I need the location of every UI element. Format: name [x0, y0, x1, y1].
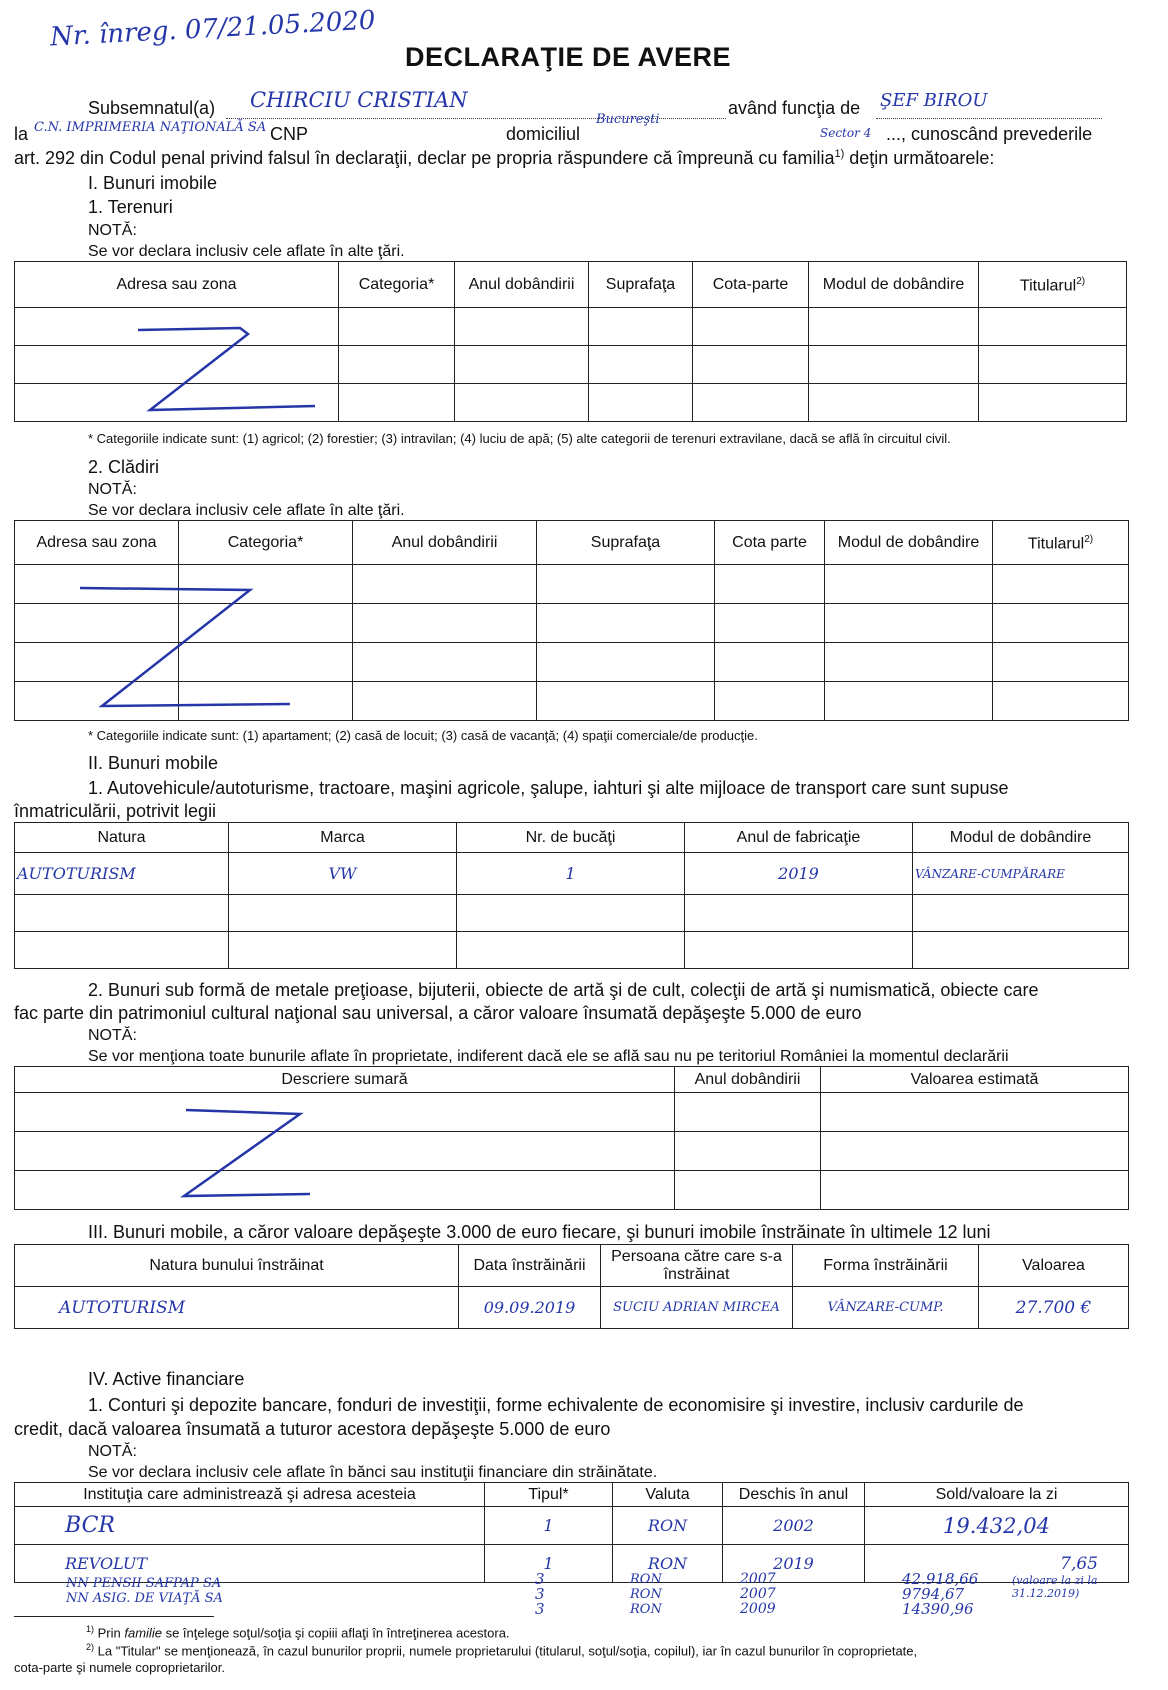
- registration-number: Nr. înreg. 07/21.05.2020: [49, 5, 377, 53]
- account-tip: 3: [535, 1600, 545, 1618]
- footnote-2: [86, 1642, 917, 1658]
- table-row: [15, 1507, 1129, 1545]
- section-4-1-heading-cont: credit, dacă valoarea însumată a tuturor acestora depăşeşte 5.000 de euro: [14, 1419, 611, 1439]
- col-tipul: Tipul*: [485, 1483, 613, 1507]
- cunoscand-text: ..., cunoscând prevederile: [886, 124, 1093, 144]
- sector-value: Sector 4: [820, 126, 872, 140]
- terenuri-footnote: * Categoriile indicate sunt: (1) agricol; (2) forestier; (3) intravilan; (4) luciu de apă; (5) alte categorii de terenuri extravilane, dacă se află în circuitul civil.: [88, 431, 951, 446]
- footnote-1-em: familie: [124, 1625, 162, 1641]
- table-row: [15, 932, 1129, 969]
- account-valuta: RON: [613, 1545, 723, 1583]
- col-modul-dobandire: Modul de dobândire: [913, 823, 1129, 853]
- account-sold: 14390,96: [902, 1600, 974, 1618]
- account-institution: BCR: [15, 1507, 485, 1545]
- section-2-1-heading-cont: înmatriculării, potrivit legii: [14, 801, 217, 821]
- intro-line-3-end: deţin următoarele:: [849, 148, 995, 168]
- vehicles-table: [14, 822, 1129, 969]
- alienated-valoarea: 27.700 €: [979, 1287, 1129, 1329]
- col-adresa: Adresa sau zona: [15, 262, 339, 308]
- footnote-2-cont: cota-parte şi numele coproprietarilor.: [14, 1660, 225, 1675]
- col-data-instrainarii: Data înstrăinării: [459, 1245, 601, 1287]
- alienated-table: [14, 1244, 1129, 1329]
- account-an-extra: [740, 1572, 776, 1617]
- accounts-table: [14, 1482, 1129, 1583]
- account-valuta-extra: [630, 1572, 662, 1617]
- col-persoana: Persoana către care s-a înstrăinat: [601, 1245, 793, 1287]
- col-titular-label: Titularul: [1019, 277, 1077, 295]
- section-4-heading: IV. Active financiare: [88, 1369, 245, 1389]
- account-sold-extra: [902, 1572, 978, 1617]
- col-anul: Anul dobândirii: [353, 521, 537, 565]
- section-2-2-heading: 2. Bunuri sub formă de metale preţioase, bijuterii, obiecte de artă şi de cult, colecţii de artă şi numismatică, obiecte care: [88, 980, 1039, 1000]
- section-2-1-heading: 1. Autovehicule/autoturisme, tractoare, maşini agricole, şalupe, iahturi şi alte mijloace de transport care sunt supuse: [88, 778, 1009, 798]
- vehicle-an: 2019: [685, 853, 913, 895]
- account-valuta: RON: [630, 1587, 662, 1602]
- col-an-fabricatie: Anul de fabricaţie: [685, 823, 913, 853]
- col-valuta: Valuta: [613, 1483, 723, 1507]
- footnote-2-text: La "Titular" se menţionează, în cazul bunurilor proprii, numele proprietarului (titularul, soţul/soţia, copilul), iar în cazul bunurilor în coproprietate,: [97, 1643, 918, 1659]
- intro-line-3: [14, 148, 994, 169]
- account-valuta: RON: [630, 1572, 662, 1587]
- nota-text: Se vor declara inclusiv cele aflate în bănci sau instituţii financiare din străinătate.: [88, 1464, 658, 1481]
- footnote-1-marker: 1): [86, 1624, 95, 1634]
- section-4-1-heading: 1. Conturi şi depozite bancare, fonduri de investiţii, forme echivalente de economisire şi investire, inclusiv cardurile de: [88, 1395, 1024, 1415]
- account-tip-extra: [535, 1572, 545, 1617]
- col-anul: Anul dobândirii: [675, 1067, 821, 1093]
- intro-line-3-text: art. 292 din Codul penal privind falsul în declaraţii, declar pe propria răspundere că împreună cu familia: [14, 148, 835, 168]
- sold-side-note: (valoare la zi la 31.12.2019): [1012, 1574, 1098, 1600]
- col-categoria: Categoria*: [339, 262, 455, 308]
- col-nr-bucati: Nr. de bucăţi: [457, 823, 685, 853]
- col-titular: [979, 262, 1127, 308]
- account-institution-extra: NN ASIG. DE VIAŢĂ SA: [66, 1591, 223, 1606]
- table-row: [15, 1287, 1129, 1329]
- col-suprafata: Suprafaţa: [589, 262, 693, 308]
- functia-label: având funcţia de: [728, 98, 861, 118]
- account-tip: 3: [535, 1570, 545, 1588]
- account-an: 2019: [723, 1545, 865, 1583]
- nota-label: NOTĂ:: [88, 1027, 137, 1044]
- footnote-1: [86, 1624, 510, 1640]
- section-1-1-heading: 1. Terenuri: [88, 197, 173, 217]
- account-tip: 3: [535, 1585, 545, 1603]
- strike-z-mark: [170, 1102, 330, 1202]
- col-modul: Modul de dobândire: [825, 521, 993, 565]
- col-titular-label: Titularul: [1027, 535, 1085, 553]
- vehicle-modul: VÂNZARE-CUMPĂRARE: [913, 853, 1129, 895]
- vehicle-marca: VW: [229, 853, 457, 895]
- col-forma: Forma înstrăinării: [793, 1245, 979, 1287]
- institution-value: C.N. IMPRIMERIA NAŢIONALĂ SA: [34, 120, 267, 135]
- vehicle-bucati: 1: [457, 853, 685, 895]
- col-deschis: Deschis în anul: [723, 1483, 865, 1507]
- nota-text: Se vor declara inclusiv cele aflate în alte ţări.: [88, 502, 405, 519]
- table-row: [15, 853, 1129, 895]
- col-natura-bunului: Natura bunului înstrăinat: [15, 1245, 459, 1287]
- strike-z-mark: [70, 578, 310, 718]
- col-adresa: Adresa sau zona: [15, 521, 179, 565]
- domiciliu-value: Bucureşti: [596, 112, 660, 127]
- cnp-label: CNP: [270, 124, 309, 144]
- col-valoarea: Valoarea estimată: [821, 1067, 1129, 1093]
- section-3-heading: III. Bunuri mobile, a căror valoare depăşeşte 3.000 de euro fiecare, şi bunuri imobile înstrăinate în ultimele 12 luni: [88, 1222, 991, 1242]
- account-sold: 19.432,04: [865, 1507, 1129, 1545]
- col-sold: Sold/valoare la zi: [865, 1483, 1129, 1507]
- account-an: 2002: [723, 1507, 865, 1545]
- account-an: 2007: [740, 1586, 776, 1602]
- account-sold: 42.918,66: [902, 1570, 979, 1588]
- subsemnatul-label: Subsemnatul(a): [88, 98, 216, 118]
- col-marca: Marca: [229, 823, 457, 853]
- nota-text: Se vor menţiona toate bunurile aflate în proprietate, indiferent dacă ele se află sau nu pe teritoriul României la momentul declarării: [88, 1048, 1009, 1065]
- account-institution: REVOLUT: [15, 1545, 485, 1583]
- col-valoarea: Valoarea: [979, 1245, 1129, 1287]
- la-label: la: [14, 124, 29, 144]
- section-2-2-heading-cont: fac parte din patrimoniul cultural naţional sau universal, a căror valoare însumată depăşeşte 5.000 de euro: [14, 1003, 862, 1023]
- col-titular: [993, 521, 1129, 565]
- account-valuta: RON: [630, 1602, 662, 1617]
- footnote-divider: [14, 1616, 214, 1617]
- col-descriere: Descriere sumară: [15, 1067, 675, 1093]
- domiciliul-label: domiciliul: [506, 124, 581, 144]
- alienated-persoana: SUCIU ADRIAN MIRCEA: [601, 1287, 793, 1329]
- col-cota: Cota parte: [715, 521, 825, 565]
- footnote-ref-2: 2): [1084, 534, 1094, 546]
- alienated-forma: VÂNZARE-CUMP.: [793, 1287, 979, 1329]
- cladiri-footnote: * Categoriile indicate sunt: (1) apartament; (2) casă de locuit; (3) casă de vacanţă; (4) spaţii comerciale/de producţie.: [88, 728, 758, 743]
- account-sold: 9794,67: [902, 1585, 965, 1603]
- section-1-2-heading: 2. Clădiri: [88, 457, 160, 477]
- col-anul: Anul dobândirii: [455, 262, 589, 308]
- section-1-heading: I. Bunuri imobile: [88, 173, 218, 193]
- account-sold: 7,65: [865, 1545, 1129, 1583]
- functia-value: ŞEF BIROU: [880, 90, 988, 111]
- vehicle-natura: AUTOTURISM: [15, 853, 229, 895]
- col-categoria: Categoria*: [179, 521, 353, 565]
- col-suprafata: Suprafaţa: [537, 521, 715, 565]
- footnote-2-marker: 2): [86, 1642, 95, 1652]
- account-an: 2007: [740, 1571, 776, 1587]
- footnote-1-pre: Prin: [97, 1625, 125, 1641]
- account-tip: 1: [485, 1507, 613, 1545]
- footnote-1-post: se înţelege soţul/soţia şi copiii aflaţi în întreţinerea acestora.: [161, 1625, 510, 1641]
- account-institution-extra: NN PENSII SAFPAP SA: [66, 1576, 222, 1591]
- alienated-data: 09.09.2019: [459, 1287, 601, 1329]
- section-2-heading: II. Bunuri mobile: [88, 753, 219, 773]
- table-row: [15, 895, 1129, 932]
- account-valuta: RON: [613, 1507, 723, 1545]
- nota-label: NOTĂ:: [88, 481, 137, 498]
- nota-text: Se vor declara inclusiv cele aflate în alte ţări.: [88, 243, 405, 260]
- declarant-name: CHIRCIU CRISTIAN: [250, 88, 468, 112]
- strike-z-mark: [130, 320, 330, 420]
- col-institutia: Instituţia care administrează şi adresa acesteia: [15, 1483, 485, 1507]
- col-natura: Natura: [15, 823, 229, 853]
- nota-label: NOTĂ:: [88, 1443, 137, 1460]
- account-an: 2009: [740, 1601, 776, 1617]
- footnote-ref-1: 1): [834, 148, 845, 160]
- col-modul: Modul de dobândire: [809, 262, 979, 308]
- alienated-natura: AUTOTURISM: [15, 1287, 459, 1329]
- nota-label: NOTĂ:: [88, 222, 137, 239]
- footnote-ref-2: 2): [1076, 276, 1086, 288]
- account-tip: 1: [485, 1545, 613, 1583]
- col-cota: Cota-parte: [693, 262, 809, 308]
- page-title: DECLARAŢIE DE AVERE: [405, 42, 732, 72]
